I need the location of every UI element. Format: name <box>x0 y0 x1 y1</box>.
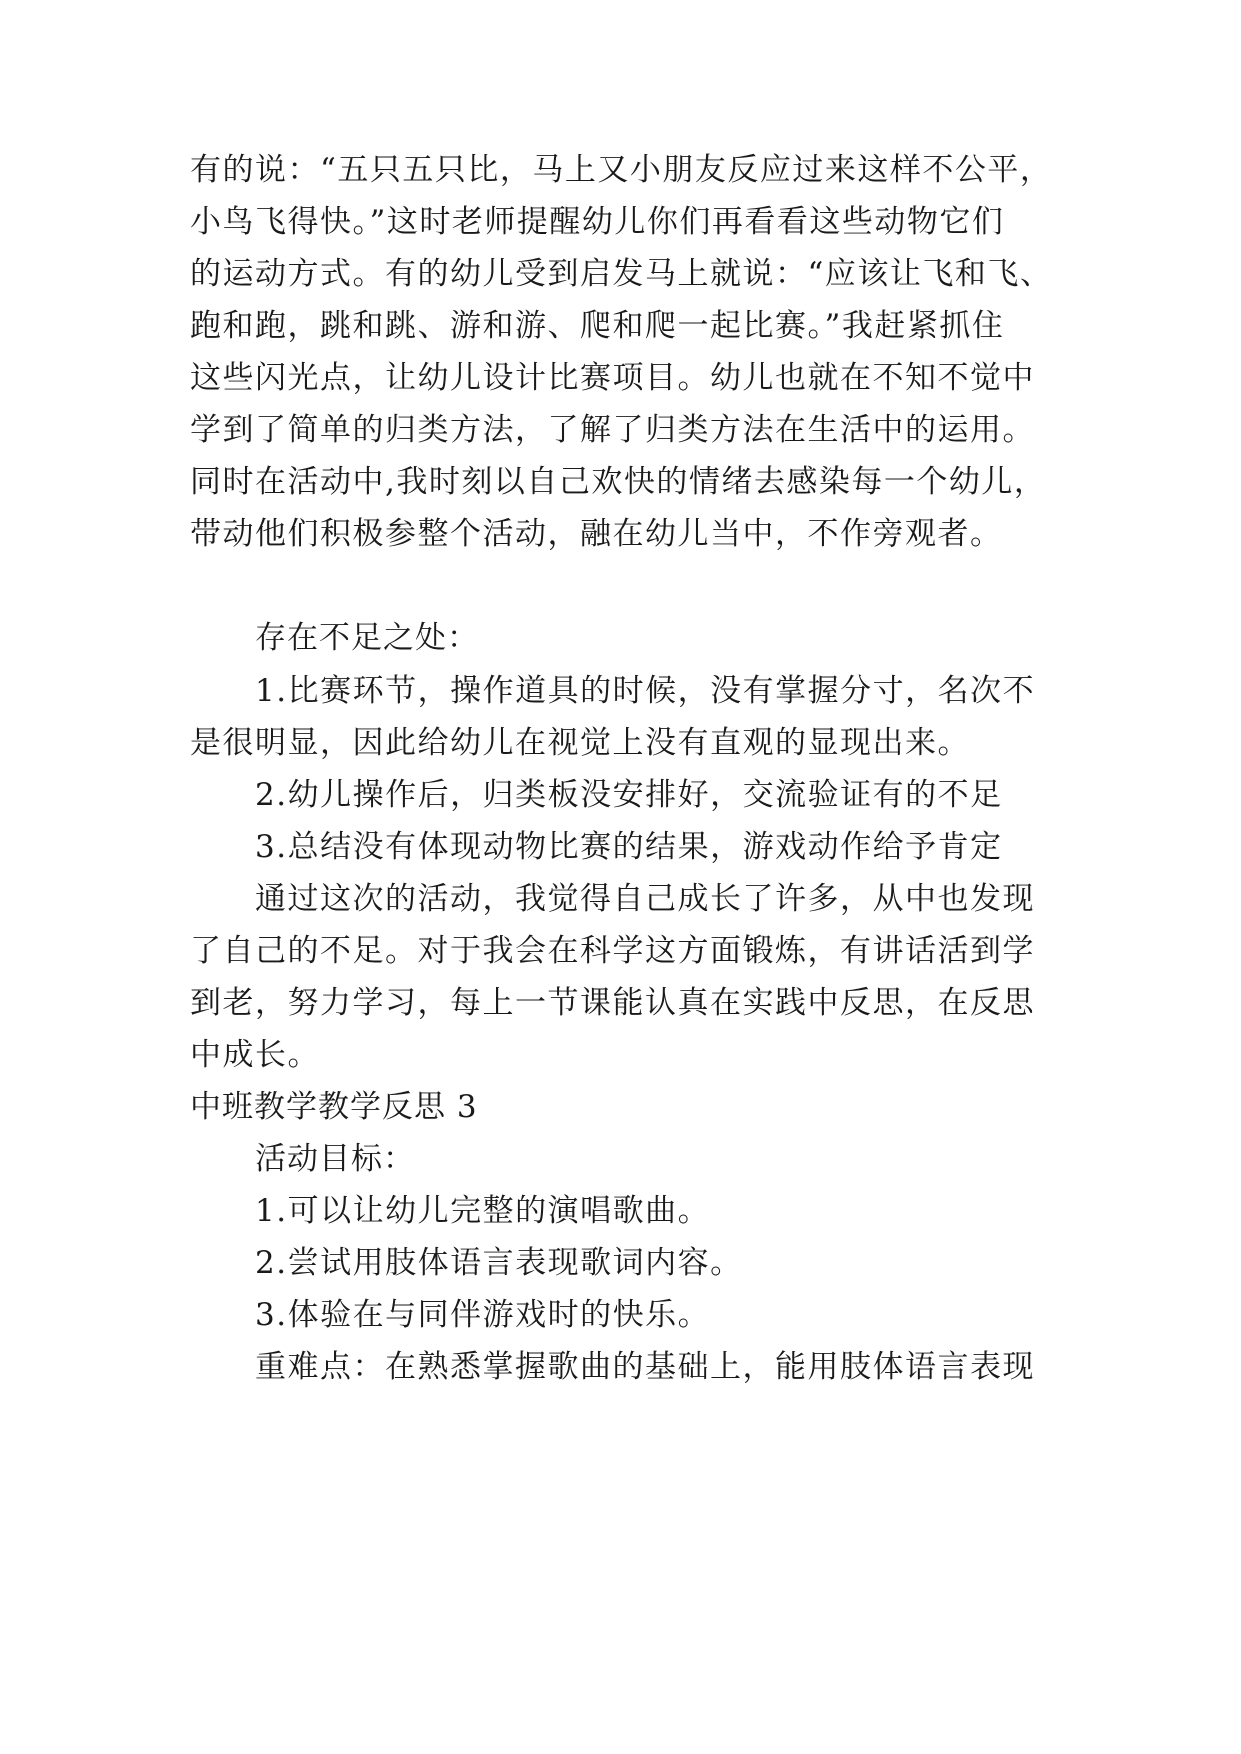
text-line: 跑和跑，跳和跳、游和游、爬和爬一起比赛。”我赶紧抓住 <box>190 308 1005 344</box>
text-line: 通过这次的活动，我觉得自己成长了许多，从中也发现 <box>255 881 1035 917</box>
text-line: 这些闪光点，让幼儿设计比赛项目。幼儿也就在不知不觉中 <box>190 360 1035 396</box>
text-line: 同时在活动中,我时刻以自己欢快的情绪去感染每一个幼儿， <box>190 464 1047 500</box>
text-line: 的运动方式。有的幼儿受到启发马上就说：“应该让飞和飞、 <box>190 256 1053 292</box>
text-line: 到老，努力学习，每上一节课能认真在实践中反思，在反思 <box>190 985 1035 1021</box>
shortcomings-heading: 存在不足之处： <box>255 620 479 656</box>
section-title: 中班教学教学反思 3 <box>190 1089 478 1125</box>
text-line: 带动他们积极参整个活动，融在幼儿当中，不作旁观者。 <box>190 516 1003 552</box>
text-line: 有的说：“五只五只比，马上又小朋友反应过来这样不公平， <box>190 152 1053 188</box>
list-item: 1.可以让幼儿完整的演唱歌曲。 <box>255 1193 711 1229</box>
text-line: 学到了简单的归类方法，了解了归类方法在生活中的运用。 <box>190 412 1035 448</box>
list-item: 2.尝试用肢体语言表现歌词内容。 <box>255 1245 743 1281</box>
text-line: 小鸟飞得快。”这时老师提醒幼儿你们再看看这些动物它们 <box>190 204 1005 240</box>
key-points-line: 重难点：在熟悉掌握歌曲的基础上，能用肢体语言表现 <box>255 1349 1035 1385</box>
text-line: 了自己的不足。对于我会在科学这方面锻炼，有讲话活到学 <box>190 933 1035 969</box>
list-item: 3.体验在与同伴游戏时的快乐。 <box>255 1297 711 1333</box>
list-item: 2.幼儿操作后，归类板没安排好，交流验证有的不足 <box>255 777 1003 813</box>
text-line: 中成长。 <box>190 1037 320 1073</box>
list-item: 1.比赛环节，操作道具的时候，没有掌握分寸，名次不 <box>255 673 1036 709</box>
goals-heading: 活动目标： <box>255 1141 415 1177</box>
text-line: 是很明显，因此给幼儿在视觉上没有直观的显现出来。 <box>190 725 970 761</box>
list-item: 3.总结没有体现动物比赛的结果，游戏动作给予肯定 <box>255 829 1003 865</box>
